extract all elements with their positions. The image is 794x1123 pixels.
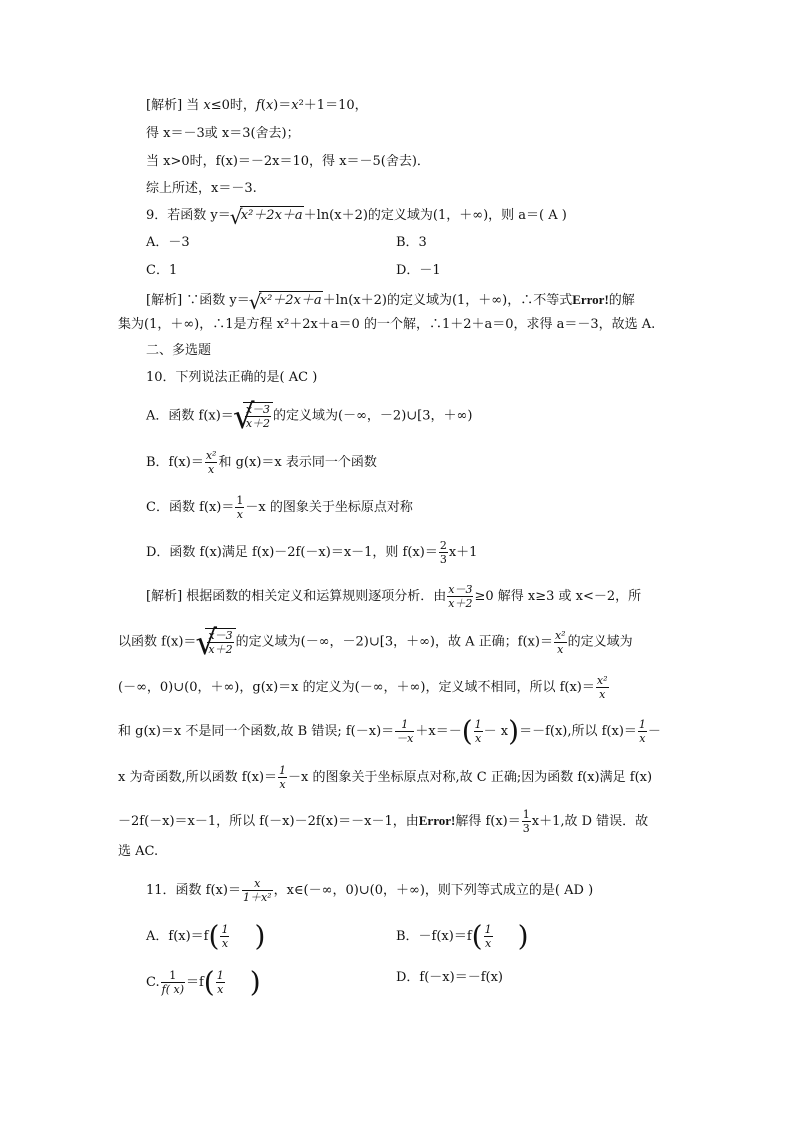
question-9-option-a: A．－3 (146, 235, 190, 250)
text: [解析] ∵函数 y＝ (146, 293, 250, 308)
text: －x 的图象关于坐标原点对称,故 C 正确;因为函数 f(x)满足 f(x) (288, 770, 653, 785)
text: 和 g(x)＝x 表示同一个函数 (218, 455, 377, 470)
text: ≤0时， (210, 98, 256, 113)
fraction (220, 923, 229, 950)
text: ，x∈(－∞，0)∪(0，＋∞)，则下列等式成立的是( AD ) (273, 883, 594, 898)
numerator: 1 (484, 923, 492, 936)
text: 的定义域为 (567, 634, 633, 650)
question-10-option-a (146, 402, 472, 430)
question-11-option-c (146, 965, 261, 999)
text: ≥0 解得 x≥3 或 x<－2，所 (474, 589, 642, 604)
text: ＝－f(x),所以 f(x)＝ (519, 724, 637, 739)
denominator: －x (396, 732, 414, 745)
denominator: x＋2 (208, 643, 233, 656)
numerator: 1 (169, 969, 177, 982)
text: )＝ (273, 98, 292, 113)
question-10-option-b (146, 449, 377, 476)
question-9-option-b: B．3 (396, 235, 427, 250)
numerator: √ x－3 (245, 403, 271, 416)
text: x 为奇函数,所以函数 f(x)＝ (118, 770, 278, 785)
question-11-option-d: D．f(－x)＝－f(x) (396, 970, 503, 985)
fraction (278, 764, 287, 791)
var: x (265, 98, 274, 113)
fraction (245, 403, 271, 430)
question-11-option-b (396, 919, 529, 953)
denominator: x (596, 687, 609, 701)
left-paren: ( (461, 714, 473, 748)
numerator: 1 (279, 764, 287, 777)
right-paren: ) (249, 965, 261, 999)
denominator: x (221, 937, 229, 950)
numerator: x² (205, 449, 217, 462)
text: [解析] 根据函数的相关定义和运算规则逐项分析．由 (146, 589, 447, 604)
denominator: 3 (439, 553, 447, 566)
text: 的定义域为(－∞，－2)∪[3，＋∞) (273, 408, 473, 424)
question-11-option-a (146, 919, 266, 953)
text: x＋1,故 D 错误．故 (531, 814, 649, 829)
question-10-solution-line-7: 选 AC. (118, 844, 159, 859)
numerator: x－3 (448, 583, 473, 596)
numerator: 1 (236, 494, 244, 507)
text: A．函数 f(x)＝ (146, 408, 234, 424)
question-10-option-c (146, 494, 413, 521)
question-9-option-c: C．1 (146, 263, 178, 278)
question-10-solution-line-6 (118, 808, 648, 835)
fraction (242, 877, 273, 904)
var: f (255, 98, 261, 113)
solution-8-line-1 (146, 97, 368, 115)
fraction (596, 674, 609, 701)
text: 的解 (608, 293, 635, 308)
solution-label: [解析] 当 (146, 98, 204, 113)
denominator: x＋2 (245, 417, 271, 430)
var: x (291, 98, 299, 113)
text: ＋ln(x＋2)的定义域为(1，＋∞)，则 a＝( A ) (303, 208, 567, 223)
var: x (203, 98, 211, 113)
numerator: 1 (401, 718, 409, 731)
fraction (638, 718, 647, 745)
fraction (235, 494, 244, 521)
numerator: x (254, 877, 261, 890)
fraction (522, 808, 531, 835)
numerator: 1 (474, 718, 482, 731)
numerator: 1 (522, 808, 530, 821)
fraction (447, 583, 473, 610)
right-paren: ) (254, 919, 266, 953)
text: 的定义域为(－∞，－2)∪[3，＋∞)，故 A 正确；f(x)＝ (235, 634, 553, 650)
text: －2f(－x)＝x－1，所以 f(－x)－2f(x)＝－x－1，由 (118, 814, 419, 829)
sqrt-expression (250, 291, 323, 310)
denominator: x (217, 983, 224, 996)
fraction (439, 539, 448, 566)
denominator: x (236, 508, 243, 521)
question-11-stem (146, 877, 593, 904)
numerator: 1 (638, 718, 646, 731)
denominator: x＋2 (448, 597, 473, 610)
text: x＋1 (448, 545, 478, 560)
question-10-stem: 10．下列说法正确的是( AC ) (146, 370, 318, 385)
numerator: x² (596, 674, 608, 687)
fraction (474, 718, 483, 745)
text: D．函数 f(x)满足 f(x)－2f(－x)＝x－1，则 f(x)＝ (146, 545, 438, 560)
text: B．－f(x)＝f (396, 929, 472, 944)
text: B．f(x)＝ (146, 455, 204, 470)
text: 9．若函数 y＝ (146, 208, 231, 223)
fraction (395, 718, 414, 745)
denominator: 1＋x² (242, 891, 272, 904)
fraction (207, 629, 233, 656)
left-paren: ( (203, 965, 215, 999)
denominator: x (475, 732, 482, 745)
text: ＋ln(x＋2)的定义域为(1，＋∞)，∴不等式 (322, 293, 573, 308)
error-marker: Error! (572, 292, 609, 307)
text: － (647, 724, 661, 739)
denominator: 3 (522, 822, 530, 835)
question-10-solution-line-3 (118, 674, 610, 701)
numerator: √ x－3 (208, 629, 233, 642)
right-paren: ) (517, 919, 529, 953)
radicand: x²＋2x＋a (259, 293, 322, 308)
numerator: 1 (216, 969, 224, 982)
solution-8-line-4: 综上所述，x＝－3. (146, 181, 257, 196)
text: (－∞，0)∪(0，＋∞)，g(x)＝x 的定义为(－∞，＋∞)，定义域不相同，所以 f(x)＝ (118, 680, 595, 695)
sqrt-expression (234, 402, 273, 430)
text: － x (483, 724, 509, 739)
question-10-solution-line-1 (146, 583, 641, 610)
fraction (216, 969, 225, 996)
question-10-solution-line-5 (118, 764, 652, 791)
fraction (161, 969, 185, 996)
fraction (554, 629, 567, 656)
numerator: 1 (221, 923, 229, 936)
question-10-solution-line-4 (118, 714, 661, 748)
text: 解得 f(x)＝ (455, 814, 521, 829)
left-paren: ( (471, 919, 483, 953)
fraction (205, 449, 218, 476)
question-9-option-d: D．－1 (396, 263, 441, 278)
denominator: x (639, 732, 646, 745)
fraction (484, 923, 493, 950)
text: 以函数 f(x)＝ (118, 634, 197, 650)
text: 11．函数 f(x)＝ (146, 883, 241, 898)
text: C. (146, 975, 160, 990)
text: ＝f (185, 975, 204, 990)
numerator: 2 (439, 539, 447, 552)
section-heading: 二、多选题 (146, 343, 212, 358)
text: ( (260, 98, 266, 113)
error-marker: Error! (418, 813, 456, 828)
solution-8-line-3: 当 x>0时，f(x)＝－2x＝10，得 x＝－5(舍去)． (146, 154, 430, 169)
denominator: f( x) (161, 983, 184, 996)
right-paren: ) (508, 714, 520, 748)
text: A．f(x)＝f (146, 929, 209, 944)
text: C．函数 f(x)＝ (146, 500, 235, 515)
radicand: x²＋2x＋a (240, 208, 303, 223)
denominator: x (554, 642, 567, 656)
solution-8-line-2: 得 x＝－3或 x＝3(舍去)； (146, 126, 300, 141)
text: ＋x＝－ (415, 724, 462, 739)
question-9-stem (146, 206, 567, 225)
text: ²＋1＝10， (298, 98, 368, 113)
question-10-solution-line-2 (118, 628, 633, 656)
numerator: x² (554, 628, 566, 642)
left-paren: ( (208, 919, 220, 953)
question-9-solution-line-2: 集为(1，＋∞)，∴1是方程 x²＋2x＋a＝0 的一个解，∴1＋2＋a＝0，求得 a＝－3，故选 A. (118, 317, 656, 332)
denominator: x (484, 937, 492, 950)
denominator: x (205, 462, 218, 476)
sqrt-expression (196, 628, 235, 656)
sqrt-expression (231, 206, 304, 225)
question-9-solution-line-1 (146, 291, 635, 310)
denominator: x (279, 778, 286, 791)
text: －x 的图象关于坐标原点对称 (245, 500, 413, 515)
text: 和 g(x)＝x 不是同一个函数,故 B 错误; f(－x)＝ (118, 724, 395, 739)
question-10-option-d (146, 539, 477, 566)
